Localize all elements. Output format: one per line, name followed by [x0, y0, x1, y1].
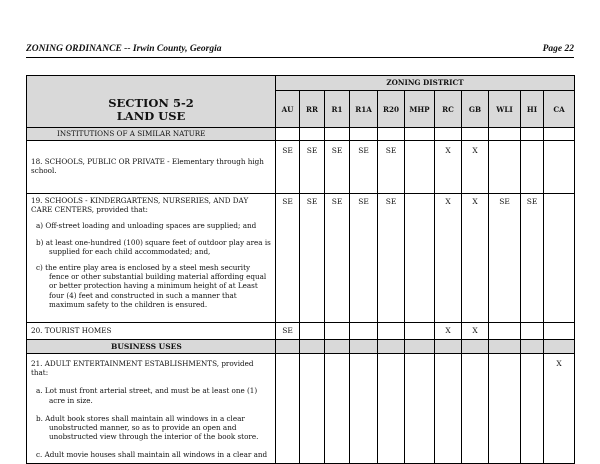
document-title: ZONING ORDINANCE -- Irwin County, Georgia: [26, 44, 222, 54]
column-r1a: R1A: [350, 91, 378, 128]
row-19-mark: SE: [325, 194, 350, 323]
table-row-business-uses: [27, 340, 575, 354]
row-19-mark: SE: [276, 194, 300, 323]
row-21-mark: [350, 354, 378, 464]
table-row-20: [27, 323, 575, 340]
row-20-mark: [350, 323, 378, 340]
row-19-condition-a: a) Off-street loading and unloading spaces are supplied; and: [36, 221, 257, 231]
column-r20: R20: [378, 91, 405, 128]
row-19-description: [27, 194, 276, 323]
row-21-text: 21. ADULT ENTERTAINMENT ESTABLISHMENTS, provided that:: [31, 359, 254, 378]
row-19-text: 19. SCHOOLS - KINDERGARTENS, NURSERIES, AND DAY CARE CENTERS, provided that:: [31, 196, 249, 215]
row-18-mark: SE: [350, 141, 378, 194]
row-21-mark: [378, 354, 405, 464]
row-18-text: 18. SCHOOLS, PUBLIC OR PRIVATE - Elementary through high school.: [31, 157, 264, 176]
table-row-21: [27, 354, 575, 464]
row-19-mark: SE: [300, 194, 325, 323]
column-r1: R1: [325, 91, 350, 128]
row-20-mark: [325, 323, 350, 340]
row-21-mark: [462, 354, 489, 464]
row-19-mark: SE: [350, 194, 378, 323]
zoning-district-header: ZONING DISTRICT: [276, 76, 575, 91]
row-18-mark: [489, 141, 521, 194]
section-heading: [27, 76, 276, 128]
row-20-mark: X: [462, 323, 489, 340]
row-20-text: 20. TOURIST HOMES: [31, 326, 112, 335]
row-21-mark: X: [544, 354, 575, 464]
row-18-mark: X: [435, 141, 462, 194]
column-hi: HI: [521, 91, 544, 128]
row-18-mark: [405, 141, 435, 194]
institutions-continued-label: INSTITUTIONS OF A SIMILAR NATURE: [27, 128, 276, 141]
row-20-description: [27, 323, 276, 340]
row-19-mark: [544, 194, 575, 323]
row-21-mark: [489, 354, 521, 464]
row-20-mark: [378, 323, 405, 340]
row-20-mark: [489, 323, 521, 340]
table-row-institutions-continued: [27, 128, 575, 141]
row-21-condition-a: a. Lot must front arterial street, and must be at least one (1) acre in size.: [36, 386, 258, 405]
row-18-mark: [544, 141, 575, 194]
row-21-description: [27, 354, 276, 464]
row-18-description: [27, 141, 276, 194]
row-21-condition-b: b. Adult book stores shall maintain all windows in a clear unobstructed manner, so as to provide an open and unobstructed view through the interior of the book store.: [36, 413, 259, 442]
row-21-mark: [300, 354, 325, 464]
row-19-mark: SE: [489, 194, 521, 323]
row-20-mark: SE: [276, 323, 300, 340]
page-number: Page 22: [542, 44, 574, 54]
column-rr: RR: [300, 91, 325, 128]
row-19-mark: X: [435, 194, 462, 323]
row-18-mark: [521, 141, 544, 194]
business-uses-heading: BUSINESS USES: [27, 340, 276, 354]
column-mhp: MHP: [405, 91, 435, 128]
column-au: AU: [276, 91, 300, 128]
row-19-mark: SE: [521, 194, 544, 323]
row-20-mark: X: [435, 323, 462, 340]
page-header: [26, 44, 574, 58]
row-20-mark: [521, 323, 544, 340]
row-19-mark: SE: [378, 194, 405, 323]
row-20-mark: [544, 323, 575, 340]
row-18-mark: SE: [325, 141, 350, 194]
row-18-mark: SE: [378, 141, 405, 194]
row-19-condition-b: b) at least one-hundred (100) square feet of outdoor play area is supplied for each child accommodated; and,: [36, 237, 271, 256]
row-21-condition-c: c. Adult movie houses shall maintain all windows in a clear and: [36, 450, 268, 460]
row-21-mark: [521, 354, 544, 464]
column-ca: CA: [544, 91, 575, 128]
section-number: SECTION 5-2: [108, 95, 194, 110]
row-21-mark: [435, 354, 462, 464]
section-title: LAND USE: [116, 108, 186, 123]
column-wli: WLI: [489, 91, 521, 128]
row-19-mark: [405, 194, 435, 323]
row-20-mark: [405, 323, 435, 340]
row-21-mark: [405, 354, 435, 464]
row-18-mark: SE: [276, 141, 300, 194]
row-21-mark: [276, 354, 300, 464]
row-21-mark: [325, 354, 350, 464]
table-row-19: [27, 194, 575, 323]
column-rc: RC: [435, 91, 462, 128]
row-19-mark: X: [462, 194, 489, 323]
row-18-mark: X: [462, 141, 489, 194]
header-rule: [26, 57, 574, 58]
row-19-condition-c: c) the entire play area is enclosed by a steel mesh security fence or other substantial building material affording equal or better protection having a minimum height of at Least four (4) feet and constructed in such a manner that maximum safety to the children is ensured.: [36, 263, 267, 309]
row-20-mark: [300, 323, 325, 340]
row-18-mark: SE: [300, 141, 325, 194]
column-gb: GB: [462, 91, 489, 128]
land-use-table: [26, 75, 575, 464]
table-row-18: [27, 141, 575, 194]
